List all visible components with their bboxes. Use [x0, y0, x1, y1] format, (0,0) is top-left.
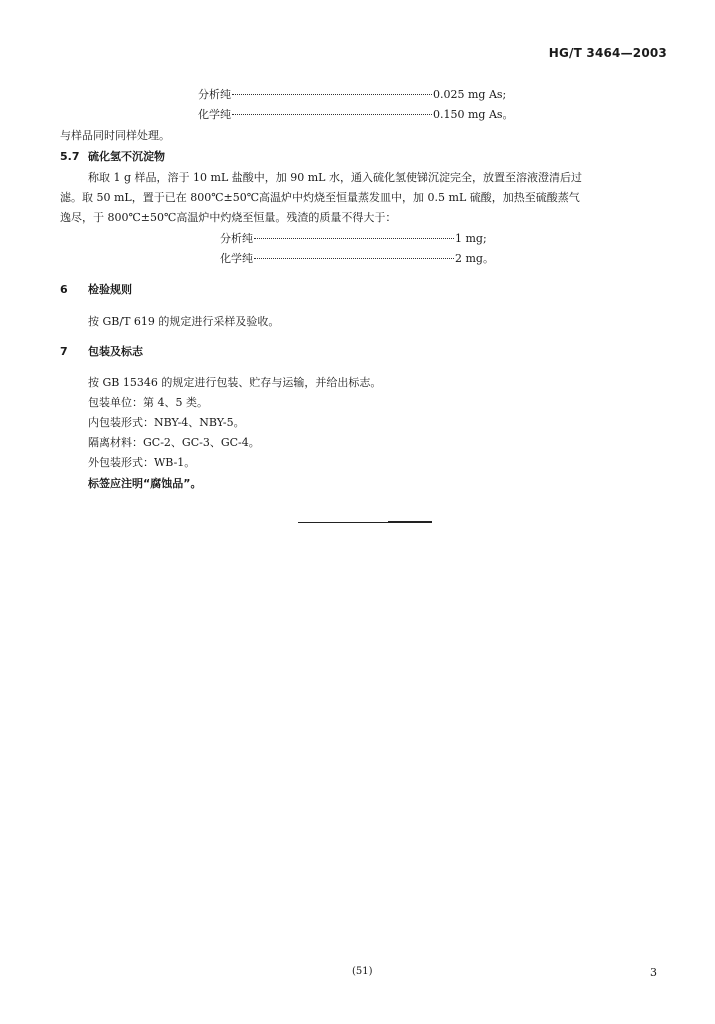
inspection-rule-text: 按 GB/T 619 的规定进行采样及验收。	[88, 315, 280, 328]
leader-label: 分析纯	[220, 232, 253, 245]
leader-label: 分析纯	[198, 88, 231, 101]
leader-line-analytical-pure-as	[198, 88, 506, 102]
standard-code: HG/T 3464—2003	[548, 46, 667, 60]
packaging-line: 包装单位：第 4、5 类。	[88, 396, 208, 409]
end-rule-accent	[388, 521, 432, 523]
sample-note: 与样品同时同样处理。	[60, 129, 170, 142]
paragraph-line: 滤。取 50 mL，置于已在 800℃±50℃高温炉中灼烧至恒量蒸发皿中，加 0.5 mL 硫酸，加热至硫酸蒸气	[60, 191, 580, 204]
section-number: 5.7	[60, 150, 80, 163]
paragraph-line: 称取 1 g 样品，溶于 10 mL 盐酸中，加 90 mL 水，通入硫化氢使锑沉淀完全，放置至溶液澄清后过	[88, 171, 582, 184]
section-title: 检验规则	[88, 283, 132, 296]
packaging-line: 按 GB 15346 的规定进行包装、贮存与运输，并给出标志。	[88, 376, 382, 389]
leader-dots	[232, 114, 432, 115]
leader-label: 化学纯	[220, 252, 253, 265]
packaging-line: 内包装形式：NBY-4、NBY-5。	[88, 416, 245, 429]
page-paren-number: (51)	[352, 966, 373, 977]
label-note: 标签应注明“腐蚀品”。	[88, 477, 202, 490]
leader-value: 1 mg;	[455, 232, 487, 245]
leader-line-chemical-pure-as	[198, 108, 514, 122]
packaging-line: 外包装形式：WB-1。	[88, 456, 196, 469]
section-title: 硫化氢不沉淀物	[88, 150, 165, 163]
section-5-7-heading	[60, 150, 165, 164]
leader-dots	[254, 258, 454, 259]
paragraph-line: 逸尽，于 800℃±50℃高温炉中灼烧至恒量。残渣的质量不得大于：	[60, 211, 397, 224]
leader-value: 0.150 mg As。	[433, 108, 514, 121]
section-number: 6	[60, 283, 68, 296]
leader-value: 0.025 mg As;	[433, 88, 507, 101]
section-6-heading	[60, 283, 132, 297]
packaging-line: 隔离材料：GC-2、GC-3、GC-4。	[88, 436, 260, 449]
leader-line-analytical-pure-residue	[220, 232, 487, 246]
section-title: 包装及标志	[88, 345, 143, 358]
section-number: 7	[60, 345, 68, 358]
leader-label: 化学纯	[198, 108, 231, 121]
leader-dots	[232, 94, 432, 95]
section-7-heading	[60, 345, 143, 359]
leader-dots	[254, 238, 454, 239]
page-number: 3	[650, 966, 657, 979]
leader-line-chemical-pure-residue	[220, 252, 494, 266]
leader-value: 2 mg。	[455, 252, 494, 265]
